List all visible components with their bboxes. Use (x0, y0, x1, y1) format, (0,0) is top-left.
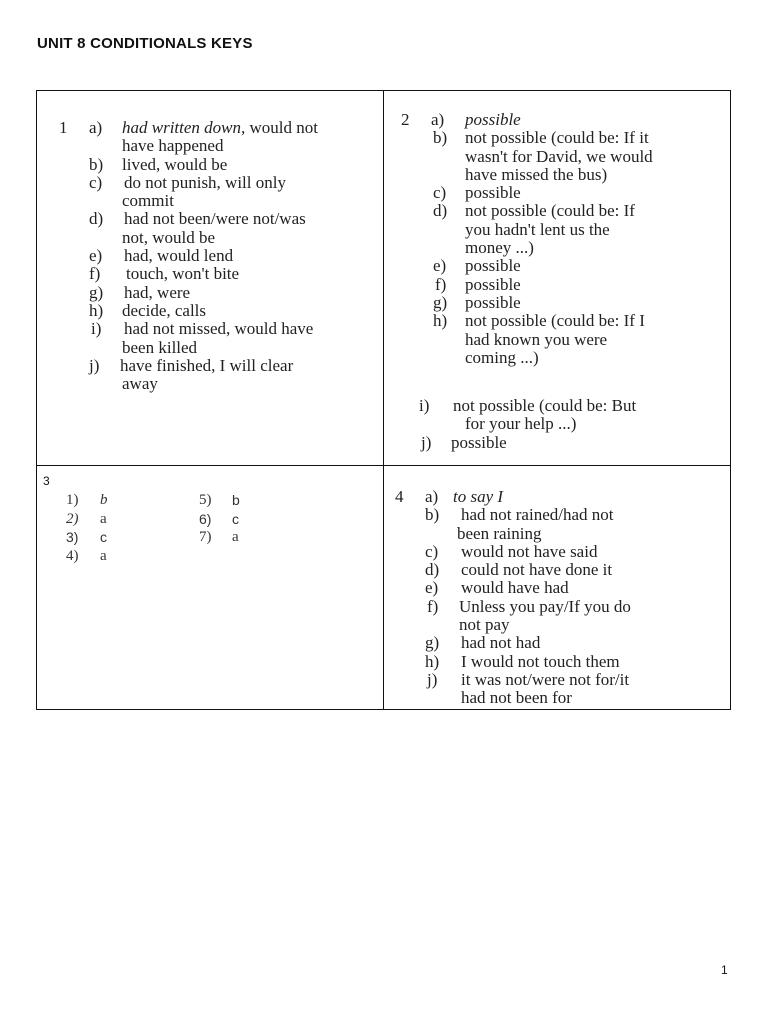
table-divider-vertical (383, 91, 384, 709)
exercise-2-cell: 2 a) possible b) not possible (could be: If it wasn't for David, we would have missed the bus) c) possible d) not possible (could be: If you hadn't lent us the money ...) e) possible f) possible g) possible h) not possible (could be: If I had known you were coming ...) i) not possible (could be: But for your help ...) j) possible (401, 110, 653, 452)
exercise-1-cell: 1 a) had written down, would not have happened b) lived, would be c) do not punish, will only commit d) had not been/were not/was not, would be e) had, would lend f) touch, won't bite g) had, were h) decide, calls i) had not missed, would have been killed j) have finished, I will clear away (59, 118, 318, 394)
exercise-number: 1 (59, 118, 68, 137)
page-number: 1 (721, 963, 728, 977)
exercise-number: 4 (395, 488, 404, 506)
page-title: UNIT 8 CONDITIONALS KEYS (37, 35, 253, 52)
exercise-number: 2 (401, 110, 410, 129)
exercise-4-cell: 4 a) to say I b) had not rained/had not been raining c) would not have said d) could not have done it e) would have had f) Unless you pay/If you do not pay g) had not had h) I would not touch them j) it was not/were not for/it had not been for (395, 488, 631, 708)
table-divider-horizontal (37, 465, 730, 466)
exercise-3-cell: 3 1) b 2) a 3) c 4) a 5) b 6) c 7) a (43, 474, 240, 564)
exercise-number: 3 (43, 474, 50, 488)
answer-key-table (36, 90, 731, 710)
